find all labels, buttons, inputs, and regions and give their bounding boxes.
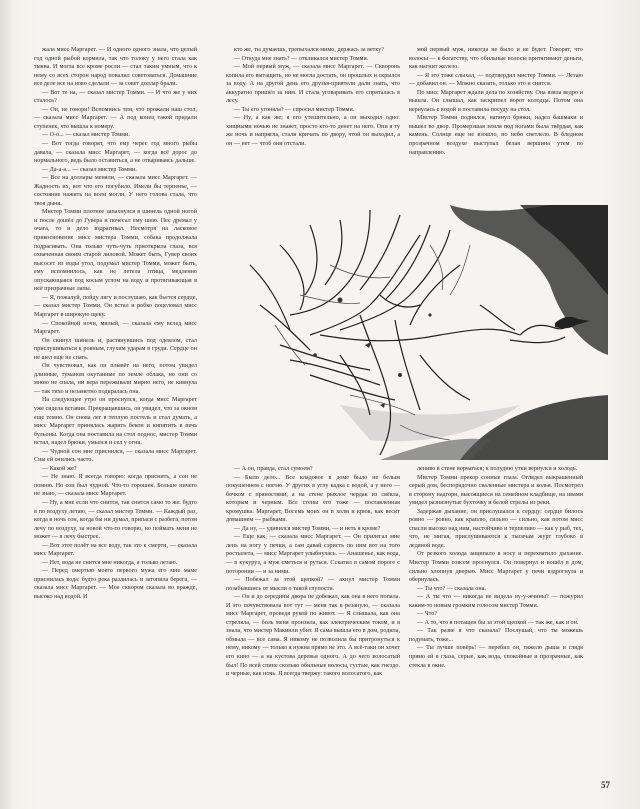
paragraph: — Еще как, — сказала мисс Маргарет. — Он прилегал мне лень на ногу у печки, а сам давай сэристь по ним вот на того ростылета, — мисс Маргарет улыбнулась. — Анашенье, как вода, — в кукуруз, а муж сметься и руться. Сскатил в самом пороге с поторонии — и за ними. — [226, 534, 400, 575]
paragraph: — Нет, вода не снится мне никогда, я только летаю. — [42, 559, 178, 566]
page-number: 57 — [601, 780, 610, 790]
text-column-left — [34, 46, 197, 782]
paragraph: — Я, пожалуй, пойду лягу и послушаю, как бьется сердце, — сказал мистер Томми. Он встал и робко поцеловал мисс Маргарет в широкую щеку. — [34, 294, 197, 318]
paragraph: На следующее утро он проснулся, когда мисс Маргарет уже сидела вставив. Прекращавшись, он увидел, что за окном еще темно. Он снова лег в теплую постель и стал думать, а мисс Маргарет принялась жарить бекон и кипятить в печь бульоны. Когда она поставила на стол поднос, мистер Томми встал, надел брюки, умылся и сел у огня. — [34, 397, 197, 447]
paragraph: — Какой же? — [42, 465, 77, 472]
paragraph: — А ты что — никогда не видела ну-у-жчины? — пожурил каким-то новым громким голосом мистер Томми. — [409, 594, 583, 609]
paragraph: — Побежал за этой щепкой? — ахнул мистер Томми позабывшись от мысли о такой глупости. — [226, 577, 400, 592]
paragraph: — Он и до середины двора не добежал, как она в него попала. И это почувствовала вот тут — меня так в резануло, — сказала мисс Маргарет, проведя рукой по живот. — Я слышала, как она стреляла, — боль меня пронзила, как электрическим током, и я знала, что мистер Макинли убит. Я сама вышла его в дом, родила, обмыла — все сама. Я никому не позволила бы притронуться к нему, никому — только я нужна прямо не это. А всё-таки он хочет его кино — а на кустова деревья одного. А до чего волосатый был! По всей спине сколько обильные волосы, густые, как гнездо. и черные, как ночь. Я всегда твержу: такого волосатого, как — [226, 594, 400, 678]
paragraph: Мистер Томми плотнее запахнулся в шинель одной ногой и после дошёл до Гувера и почесал ему шею. Пес дремал у очага, то и дело вздрагивал. Несмотря на ласковое прикосновение мисс мистера Томми, собака продолжала подрагивать. Она только чуть-чуть приоткрыла глаза, вся охваченная своим старой лиловой. Может быть, Гувер своих высосет из воды угол, подумал мистер Томми, может быть, ему вспомнилось, как не летела птица, медленно опускающаяся под косым углом на воду и протягивающая в неё призрачные лапы. — [34, 209, 197, 293]
paragraph: Он скинул шинель и, растянувшись под одеялом, стал прислушиваться к ровным, глухим ударам в груди. Сердце он не шел еще не спать. — [34, 337, 197, 361]
paragraph: — Было дело... Все кладовое в доме было не белым покушением с ногою. У других в углу кадка с водой, а у него — бочком с пряностями, а на стене рыхлое чердак из свёкла, которым и черным. Все стены его тоже — поставленная кромушка. Маргарет, Восемь моих он в холм и крюк, как весит домашнем — рыбками. — [226, 474, 400, 524]
paragraph: — Мой первый муж, — сказала мисс Маргарет. — Скворонь копила его вытащить, но не могла достать, он прошлых и скрылся за воду. А на другой день его друзья-приятели дали знать, что аккуратно пришёл за ним. И стала уговаривать его спряталась в лесу. — [226, 64, 400, 105]
paragraph: По мисс Маргарет ждали дела по хозяйству. Она взяла ведро и вышла. Он слышал, как заскрипел ворот колодца. Потом она вернулась с водой и поставила посуду на стол. — [409, 89, 583, 113]
paragraph: — Не знаю. Я всегда говорю: когда приснить, а сон не помню. Но сон был чудной. Что-то горошек. Больше ничего не знаю, — сказала мисс Маргарет. — [34, 474, 197, 498]
text-column-middle-top — [226, 46, 400, 198]
paragraph: — Ну, а как же; я его утешительно, а он выходил одно: хищными ночью не знавет, просто кто-то денет на него. Они я ту же ночь и напрягла, стали кричать по двору, чтой он выходил, а он — нет — чтоб они отстали. — [226, 115, 400, 148]
paragraph: — Ты его угоняла? — спросил мистер Томми. — [234, 106, 355, 113]
paragraph: Задержав дыхание, он прислушался к сердцу: сердце билось ровно — ровно, как краплю, сильно — сильно, как потом мисс спасли высоко над ним, настойчиво и терпеливо — как у рыб, тех, что, не мигая, прислушиваются к тысячам журт глубоко в ледяной воде. — [409, 508, 583, 549]
paragraph: — Я это тоже слыхал, — подтвердил мистер Томми. — Летаю — добавил он. — Можно сказать, только это и снится. — [409, 72, 583, 88]
paragraph: Он чувствовал, как он плывёт на него, потом увидел длинные, туманом окутанные по земле облака, но они со мною не спала, ни вера переживали мирно него, не кивнула — так тихо и незаметно подкралась она. — [34, 363, 197, 395]
paragraph: — Откуда мне знать? — откликался мистер Томми. — [234, 55, 369, 62]
paragraph: — Ты лучше повёрь! — перебил он, тяжело дыша и глядя прямо ей в глаза, серые, как вода, спокойные и прозрачные, как стекла в окне. — [409, 645, 583, 669]
illustration-dark-ground — [460, 395, 608, 460]
illustration-bird-over-water — [220, 205, 608, 460]
paragraph: лениво в стене ворчаться; к полудню утки вернулся и холодь. — [417, 466, 578, 472]
paragraph: — Он, не говори! Вспомнись тем, что прожали наш стол, — сказала мисс Маргарет. — А под конец такой придали ступенек, что вышла к номеру. — [34, 106, 197, 130]
paragraph: От резкого холода защипало в носу и перехватило дыхание. Мистер Томми совсем проснулся. Он повернул и вошёл в дом, сильно хлопнув дверью. Мисс Маргарет у печи вздрогнула и обернулась. — [409, 551, 583, 584]
paragraph: жала мисс Маргарет. — И одного одного знала, что целый год одной рыбой кормила, так что толоку у него стала как тыква. И могла все кроме росли — стал таким умным, что к нему со всех сторон народ повалил советоваться. Домашние все деле все на ново сделали — за совет доллар брали. — [34, 47, 197, 88]
paragraph: — Так разве я что сказала? Послушай, что ты можешь подумать, тоже... — [409, 628, 583, 643]
paragraph: — А он, правда, стал сумоем? — [234, 466, 313, 472]
paragraph: — Ты что? — сказала она. — [417, 585, 486, 592]
text-column-right-bottom — [409, 465, 583, 780]
paragraph: Мистер Томми поднялся, натянул брюки, надел башмаки и вышел во двор. Промерзшая земля под ногами была твёрдая, как камень. Солнце еще не взошло, но небо светлело. В бледном прозрачном воздухе выступал белая вершина утем по направлению. — [409, 115, 583, 156]
paragraph: — Что? — [417, 611, 438, 618]
paragraph: Мистер Томми прекор сонные глаза. Оглядел выкрашенный серый дом, беспорядочно сваленные мистера и колья. Посмотрел в сторону надгорн, высоящиеся на семейном кладбище, на ивами увидел разнизнутые бухточку и белой стрелы из реки. — [409, 474, 583, 507]
paragraph: — Да ну, — удивился мистер Томми, — и неть я кроме? — [234, 525, 381, 532]
paragraph: — Чудной сон мне приснился, — сказала мисс Маргарет. Сны ей снились часто. — [34, 448, 197, 464]
paragraph: — Вот этот полёт на все воду, так это к смерти, — сказала мисс Маргарет. — [34, 542, 197, 558]
paragraph: — Все на доллары меняли, — сказала мисс Маргарет. — Жадность их, вот что его погубило. Имели бы терпенье, — состояние нажить на всем могли. У него голова стала, что твоя дыня. — [34, 175, 197, 207]
paragraph: — Вот тогда говорят, что ему черес год много рыбы давала, — сказала мисс Маргарет, — когда всё дорос до нормального, ведь было оставиться, а не отвариваясь дальше. — [34, 141, 197, 165]
text-column-right-top — [409, 46, 583, 198]
paragraph: — О-о... — сказал мистер Томми. — [42, 132, 130, 139]
paragraph: — Перед смертью моего первого мужа его мне маме приснилась вода: будто река разлилась и затопила берега, — сказала мисс Маргарет. — Мое сквором сказала во вражде, высоко над водой. И — [34, 568, 197, 600]
paragraph: кто же, ты думаешь, трепыхался мимо, держась за ветку? — [234, 47, 385, 53]
paragraph: — Да-а-а... — сказал мистер Томми. — [42, 166, 137, 173]
text-column-middle-bottom — [226, 465, 400, 780]
paragraph: — А то, что я потащен бы за этой щепкой — так же, как и он. — [417, 619, 579, 626]
paragraph: мой первый муж, никогда не было и не будет. Говорят, что волосы — к богатству, что обильные волосы притягивают деньги, как магнит железо. — [409, 47, 583, 71]
paragraph: — Ну, а мне если что снится, так снится само то же: будто я по воздуху летаю, — сказал мистер Томми. — Каждый раз, когда в ночь сон, когда бы ни думал, припаси с разбега, потом лечу по воздуху, за новой что-то говорю, но поймать меня не может — я лечу быстрее. — [34, 499, 197, 541]
paragraph: — Вот те на, — сказал мистер Томми. — И что же у них сталось? — [34, 89, 197, 105]
paragraph: — Спокойной ночи, милый, — сказала ему вслед мисс Маргарет. — [34, 320, 197, 336]
